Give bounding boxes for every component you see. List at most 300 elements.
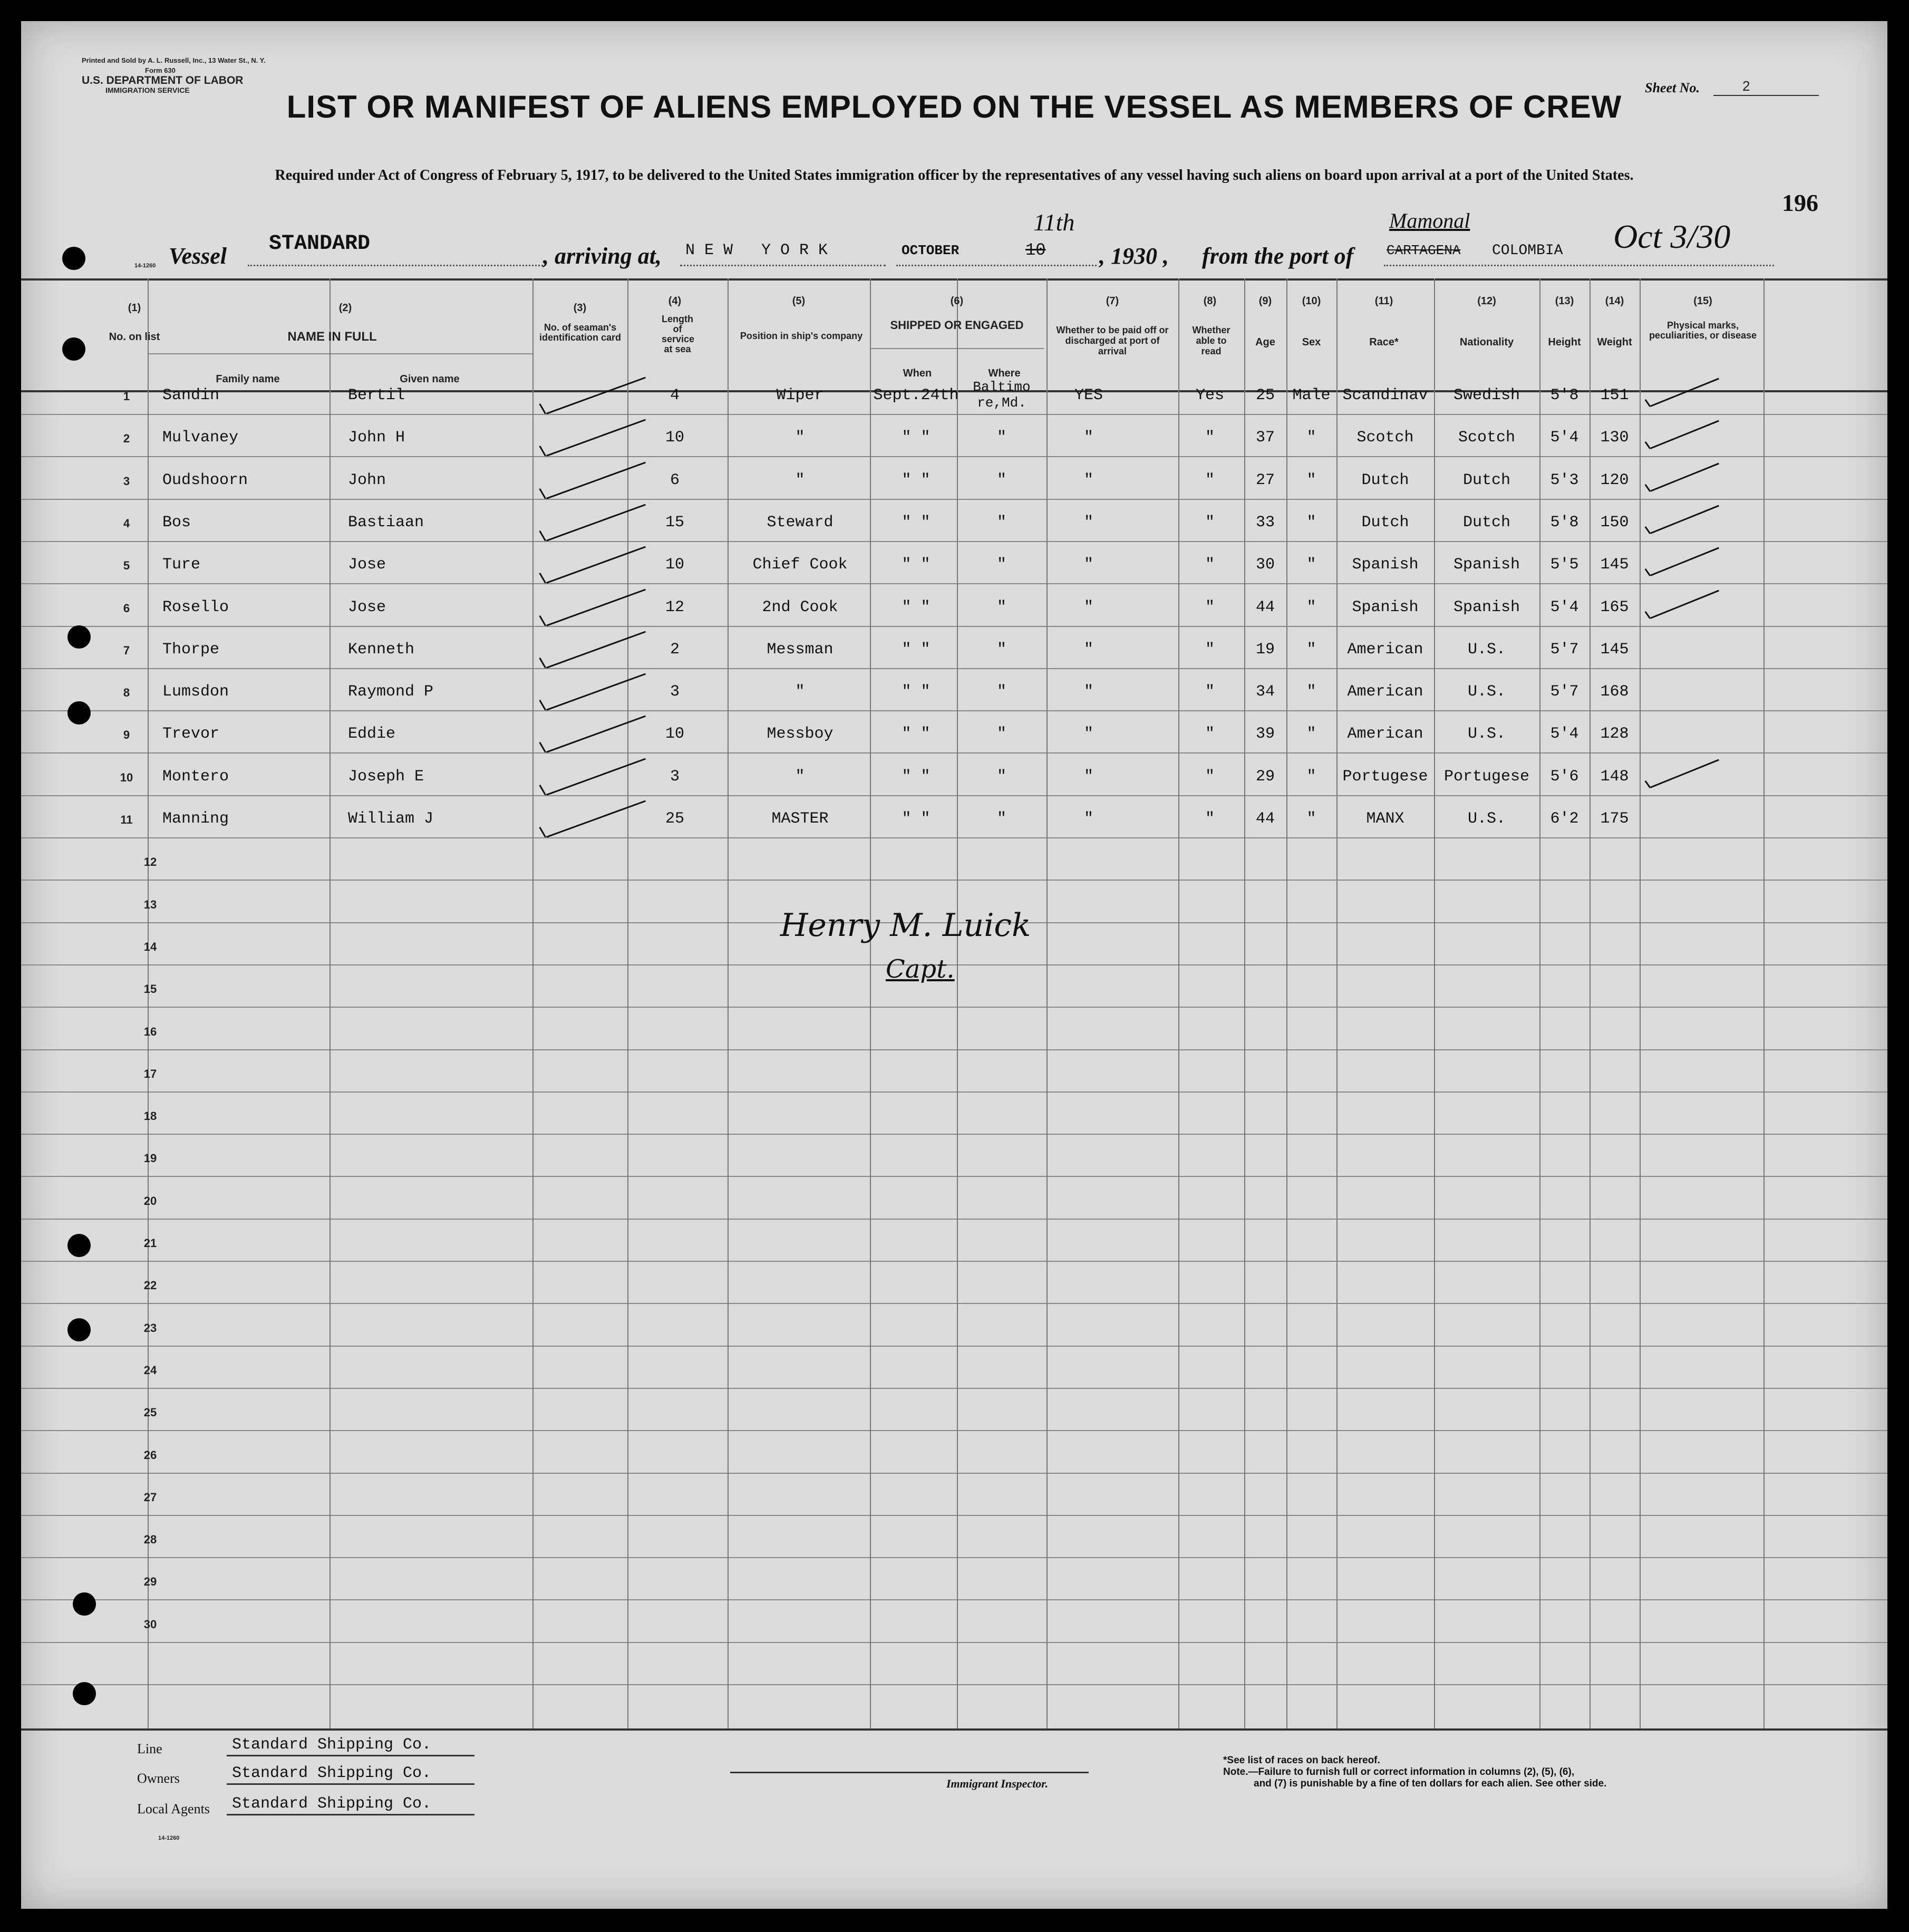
given-name: Kenneth	[348, 641, 415, 659]
weight: 168	[1600, 683, 1629, 701]
races-note: *See list of races on back hereof.	[1223, 1755, 1380, 1766]
height: 5'4	[1550, 598, 1579, 616]
form-code: 14-1260	[134, 263, 156, 269]
height: 5'7	[1550, 641, 1579, 659]
rule-line	[21, 795, 1887, 796]
weight: 128	[1600, 725, 1629, 743]
port-struck: CARTAGENA	[1387, 243, 1461, 258]
line-label: Line	[137, 1741, 162, 1756]
row-number: 21	[143, 1237, 157, 1250]
colnum-15: (15)	[1693, 295, 1712, 307]
arrival-day-struck: 10	[1025, 240, 1046, 260]
footer-divider	[21, 1728, 1887, 1731]
vessel-dotline	[248, 265, 543, 266]
hole-punch	[67, 625, 91, 649]
rule-line	[21, 1346, 1887, 1347]
hdr-given-name: Given name	[400, 373, 460, 385]
rule-line	[21, 1557, 1887, 1558]
from-port-label: from the port of	[1202, 243, 1354, 269]
height: 5'8	[1550, 514, 1579, 532]
checkmark	[539, 827, 546, 838]
age: 44	[1255, 598, 1275, 616]
shipped-when: " "	[902, 641, 931, 659]
height: 5'4	[1550, 429, 1579, 447]
checkmark	[539, 573, 546, 584]
inspector-label: Immigrant Inspector.	[946, 1777, 1049, 1790]
age: 33	[1255, 514, 1275, 532]
row-number: 19	[143, 1152, 157, 1165]
captain-title: Capt.	[886, 954, 955, 984]
colnum-4: (4)	[668, 295, 682, 307]
rule-line	[21, 1642, 1887, 1643]
rule-line	[148, 353, 532, 354]
shipped-when: " "	[902, 429, 931, 447]
manifest-sheet	[21, 21, 1887, 1909]
shipped-where: Baltimo re,Md.	[973, 379, 1031, 411]
race: Scotch	[1356, 429, 1414, 447]
checkmark	[539, 700, 546, 711]
port-handwritten: Mamonal	[1389, 209, 1470, 233]
arriving-port: N E W Y O R K	[685, 242, 828, 259]
race: American	[1347, 641, 1423, 659]
race: Dutch	[1361, 514, 1409, 532]
column-line	[1336, 278, 1338, 1728]
rule-line	[21, 1388, 1887, 1389]
shipped-when: " "	[902, 683, 931, 701]
position: "	[795, 768, 805, 786]
service-years: 10	[665, 429, 684, 447]
able-to-read: "	[1205, 810, 1215, 828]
column-line	[330, 278, 331, 1728]
row-number: 20	[143, 1194, 157, 1208]
weight: 148	[1600, 768, 1629, 786]
able-to-read: "	[1205, 768, 1215, 786]
nationality: Dutch	[1462, 471, 1510, 489]
service-years: 10	[665, 556, 684, 574]
port-dotline	[1384, 265, 1774, 266]
nationality: U.S.	[1467, 725, 1506, 743]
checkmark	[1650, 420, 1719, 449]
row-number: 30	[143, 1618, 157, 1631]
rule-line	[21, 414, 1887, 415]
rule-line	[21, 880, 1887, 881]
nationality: Spanish	[1453, 598, 1520, 616]
rule-line	[21, 1091, 1887, 1093]
arriving-label: , arriving at,	[543, 243, 662, 269]
hdr-nationality: Nationality	[1459, 336, 1514, 348]
line-underline	[227, 1755, 474, 1756]
hdr-when: When	[903, 368, 932, 379]
height: 5'4	[1550, 725, 1579, 743]
family-name: Rosello	[162, 598, 229, 616]
row-number: 7	[123, 644, 130, 657]
shipped-where: "	[996, 556, 1006, 574]
arrival-month: OCTOBER	[902, 243, 960, 258]
row-number: 23	[143, 1321, 157, 1335]
colnum-11: (11)	[1374, 295, 1393, 307]
agents-underline	[227, 1814, 474, 1815]
hole-punch	[67, 1318, 91, 1341]
height: 5'5	[1550, 556, 1579, 574]
family-name: Thorpe	[162, 641, 220, 659]
row-number: 16	[143, 1025, 157, 1038]
column-line	[957, 278, 958, 1728]
race: American	[1347, 725, 1423, 743]
rule-line	[21, 1261, 1887, 1262]
family-name: Mulvaney	[162, 429, 239, 447]
rule-line	[21, 752, 1887, 754]
checkmark	[1650, 378, 1719, 407]
sex: "	[1306, 725, 1316, 743]
page-number: 196	[1782, 189, 1818, 216]
column-line	[1046, 278, 1048, 1728]
given-name: Raymond P	[348, 683, 434, 701]
shipped-when: " "	[902, 810, 931, 828]
row-number: 2	[123, 432, 130, 445]
sex: "	[1306, 471, 1316, 489]
shipped-where: "	[996, 598, 1006, 616]
service-years: 12	[665, 598, 684, 616]
row-number: 18	[143, 1109, 157, 1123]
able-to-read: "	[1205, 514, 1215, 532]
hdr-position: Position in ship's company	[740, 331, 863, 341]
row-number: 27	[143, 1491, 157, 1504]
hdr-marks: Physical marks, peculiarities, or disease	[1649, 320, 1757, 341]
nationality: Swedish	[1453, 387, 1520, 404]
sheet-no-label: Sheet No.	[1645, 80, 1700, 95]
column-line	[148, 278, 149, 1728]
nationality: Dutch	[1462, 514, 1510, 532]
position: Messboy	[767, 725, 834, 743]
paid-off: "	[1083, 768, 1093, 786]
sex: "	[1306, 514, 1316, 532]
race: Scandinav	[1342, 387, 1428, 404]
family-name: Oudshoorn	[162, 471, 248, 489]
form-number: Form 630	[145, 66, 176, 74]
given-name: Eddie	[348, 725, 396, 743]
row-number: 28	[143, 1533, 157, 1546]
family-name: Manning	[162, 810, 229, 828]
column-line	[627, 278, 628, 1728]
shipped-where: "	[996, 725, 1006, 743]
position: "	[795, 683, 805, 701]
rule-line	[21, 1599, 1887, 1600]
colnum-5: (5)	[792, 295, 806, 307]
given-name: John	[348, 471, 386, 489]
sex: "	[1306, 768, 1316, 786]
row-number: 9	[123, 728, 130, 741]
column-line	[1539, 278, 1540, 1728]
paid-off: "	[1083, 514, 1093, 532]
handwritten-date: Oct 3/30	[1613, 218, 1731, 255]
service-years: 10	[665, 725, 684, 743]
rule-line	[21, 710, 1887, 711]
rule-line	[21, 837, 1887, 838]
column-line	[1286, 278, 1287, 1728]
given-name: Jose	[348, 556, 386, 574]
weight: 165	[1600, 598, 1629, 616]
column-line	[1178, 278, 1179, 1728]
colnum-12: (12)	[1477, 295, 1496, 307]
checkmark	[539, 530, 546, 542]
shipped-where: "	[996, 810, 1006, 828]
hdr-family-name: Family name	[216, 373, 280, 385]
sex: Male	[1292, 387, 1331, 404]
family-name: Sandin	[162, 387, 220, 404]
shipped-when: " "	[902, 725, 931, 743]
rule-line	[21, 499, 1887, 500]
nationality: Portugese	[1443, 768, 1530, 786]
race: MANX	[1366, 810, 1404, 828]
position: Wiper	[776, 387, 824, 404]
checkmark	[1650, 505, 1719, 534]
service-years: 6	[670, 471, 680, 489]
paid-off: "	[1083, 556, 1093, 574]
weight: 175	[1600, 810, 1629, 828]
date-dotline	[896, 265, 1097, 266]
able-to-read: "	[1205, 556, 1215, 574]
weight: 151	[1600, 387, 1629, 404]
colnum-3: (3)	[573, 302, 587, 314]
able-to-read: "	[1205, 598, 1215, 616]
height: 5'8	[1550, 387, 1579, 404]
paid-off: "	[1083, 471, 1093, 489]
hole-punch	[67, 1234, 91, 1257]
column-line	[1434, 278, 1435, 1728]
hole-punch	[67, 701, 91, 724]
rule-line	[21, 541, 1887, 542]
checkmark	[1650, 590, 1719, 619]
owners-value: Standard Shipping Co.	[232, 1764, 432, 1782]
age: 29	[1255, 768, 1275, 786]
sex: "	[1306, 429, 1316, 447]
checkmark	[539, 446, 546, 457]
rule-line	[21, 278, 1887, 281]
hole-punch	[62, 337, 85, 361]
department: U.S. DEPARTMENT OF LABOR	[82, 74, 244, 86]
able-to-read: "	[1205, 429, 1215, 447]
arriving-dotline	[680, 265, 886, 266]
hdr-paid-off: Whether to be paid off or discharged at port of arrival	[1056, 325, 1169, 356]
inspector-line	[730, 1772, 1089, 1773]
rule-line	[21, 1684, 1887, 1685]
row-number: 25	[143, 1406, 157, 1419]
row-number: 4	[123, 517, 130, 530]
shipped-where: "	[996, 768, 1006, 786]
row-number: 26	[143, 1448, 157, 1462]
vessel-name: STANDARD	[269, 232, 371, 256]
hdr-where: Where	[988, 368, 1021, 379]
rule-line	[21, 1176, 1887, 1177]
weight: 130	[1600, 429, 1629, 447]
paid-off: "	[1083, 725, 1093, 743]
page-subtitle: Required under Act of Congress of February 5, 1917, to be delivered to the United States immigration officer by the representatives of any vessel having such aliens on board upon arrival at a port of the United States.	[275, 167, 1634, 183]
service-years: 3	[670, 768, 680, 786]
given-name: William J	[348, 810, 434, 828]
row-number: 14	[143, 940, 157, 953]
position: Messman	[767, 641, 834, 659]
family-name: Lumsdon	[162, 683, 229, 701]
rule-line	[21, 1219, 1887, 1220]
weight: 120	[1600, 471, 1629, 489]
column-line	[532, 278, 534, 1728]
colnum-2: (2)	[338, 302, 352, 314]
row-number: 17	[143, 1067, 157, 1080]
colnum-6: (6)	[950, 295, 964, 307]
hdr-service: Length of service at sea	[662, 314, 695, 354]
rule-line	[21, 1430, 1887, 1431]
family-name: Trevor	[162, 725, 220, 743]
owners-label: Owners	[137, 1771, 180, 1786]
given-name: Bastiaan	[348, 514, 424, 532]
checkmark	[539, 785, 546, 796]
printer-line: Printed and Sold by A. L. Russell, Inc., 13 Water St., N. Y.	[82, 56, 266, 64]
age: 39	[1255, 725, 1275, 743]
age: 34	[1255, 683, 1275, 701]
row-number: 15	[143, 982, 157, 996]
able-to-read: "	[1205, 725, 1215, 743]
shipped-where: "	[996, 641, 1006, 659]
colnum-9: (9)	[1258, 295, 1272, 307]
shipped-when: " "	[902, 768, 931, 786]
rule-line	[21, 456, 1887, 457]
hdr-shipped: SHIPPED OR ENGAGED	[890, 318, 1024, 332]
rule-line	[21, 1473, 1887, 1474]
colnum-10: (10)	[1302, 295, 1321, 307]
checkmark	[539, 742, 546, 753]
column-line	[728, 278, 729, 1728]
able-to-read: "	[1205, 683, 1215, 701]
row-number: 29	[143, 1575, 157, 1588]
paid-off: "	[1083, 683, 1093, 701]
line-value: Standard Shipping Co.	[232, 1736, 432, 1754]
shipped-when: " "	[902, 471, 931, 489]
age: 27	[1255, 471, 1275, 489]
shipped-where: "	[996, 429, 1006, 447]
agents-value: Standard Shipping Co.	[232, 1795, 432, 1813]
hdr-sex: Sex	[1302, 336, 1321, 348]
service: IMMIGRATION SERVICE	[105, 86, 190, 94]
colnum-13: (13)	[1555, 295, 1574, 307]
nationality: U.S.	[1467, 683, 1506, 701]
given-name: Joseph E	[348, 768, 424, 786]
age: 19	[1255, 641, 1275, 659]
service-years: 4	[670, 387, 680, 404]
checkmark	[539, 658, 546, 669]
colnum-8: (8)	[1203, 295, 1217, 307]
nationality: U.S.	[1467, 810, 1506, 828]
arrival-day-handwritten: 11th	[1033, 209, 1075, 236]
hdr-read: Whether able to read	[1192, 325, 1230, 356]
rule-line	[21, 583, 1887, 584]
race: Portugese	[1342, 768, 1428, 786]
rule-line	[21, 1134, 1887, 1135]
column-line	[870, 278, 871, 1728]
row-number: 10	[120, 771, 133, 784]
rule-line	[21, 626, 1887, 627]
column-line	[1640, 278, 1641, 1728]
row-number: 12	[143, 855, 157, 868]
position: "	[795, 471, 805, 489]
checkmark	[539, 488, 546, 499]
service-years: 2	[670, 641, 680, 659]
paid-off: "	[1083, 598, 1093, 616]
hdr-height: Height	[1548, 336, 1581, 348]
departure-country: COLOMBIA	[1492, 243, 1563, 259]
rule-line	[21, 1007, 1887, 1008]
rule-line	[21, 1303, 1887, 1304]
hdr-age: Age	[1255, 336, 1275, 348]
footer-form-code: 14-1260	[158, 1835, 180, 1841]
checkmark	[1650, 759, 1719, 788]
colnum-1: (1)	[128, 302, 141, 314]
height: 5'3	[1550, 471, 1579, 489]
paid-off: "	[1083, 641, 1093, 659]
hole-punch	[73, 1592, 96, 1616]
able-to-read: "	[1205, 641, 1215, 659]
row-number: 11	[120, 813, 133, 826]
row-number: 24	[143, 1364, 157, 1377]
family-name: Bos	[162, 514, 191, 532]
hdr-weight: Weight	[1597, 336, 1632, 348]
row-number: 5	[123, 559, 130, 572]
nationality: Spanish	[1453, 556, 1520, 574]
fine-note-1: Note.—Failure to furnish full or correct information in columns (2), (5), (6),	[1223, 1766, 1575, 1778]
paid-off: YES	[1074, 387, 1103, 404]
position: Steward	[767, 514, 834, 532]
row-number: 3	[123, 475, 130, 488]
owners-underline	[227, 1783, 474, 1785]
able-to-read: "	[1205, 471, 1215, 489]
vessel-label: Vessel	[169, 243, 227, 269]
height: 6'2	[1550, 810, 1579, 828]
shipped-where: "	[996, 471, 1006, 489]
position: "	[795, 429, 805, 447]
family-name: Ture	[162, 556, 201, 574]
family-name: Montero	[162, 768, 229, 786]
hole-punch	[73, 1682, 96, 1705]
given-name: Jose	[348, 598, 386, 616]
age: 37	[1255, 429, 1275, 447]
rule-line	[21, 1515, 1887, 1516]
height: 5'6	[1550, 768, 1579, 786]
sex: "	[1306, 598, 1316, 616]
checkmark	[539, 403, 546, 414]
agents-label: Local Agents	[137, 1801, 210, 1817]
hole-punch	[62, 247, 85, 270]
fine-note-2: and (7) is punishable by a fine of ten dollars for each alien. See other side.	[1254, 1778, 1607, 1789]
age: 30	[1255, 556, 1275, 574]
shipped-where: "	[996, 683, 1006, 701]
hdr-no-on-list: No. on list	[109, 331, 160, 343]
row-number: 1	[123, 390, 130, 403]
shipped-when: Sept.24th	[873, 387, 959, 404]
sex: "	[1306, 683, 1316, 701]
race: Spanish	[1352, 556, 1419, 574]
checkmark	[539, 615, 546, 626]
nationality: Scotch	[1458, 429, 1516, 447]
given-name: John H	[348, 429, 405, 447]
weight: 150	[1600, 514, 1629, 532]
sheet-no-value: 2	[1742, 78, 1750, 94]
row-number: 6	[123, 602, 130, 615]
position: MASTER	[771, 810, 829, 828]
sex: "	[1306, 641, 1316, 659]
hdr-id-card: No. of seaman's identification card	[539, 322, 622, 343]
able-to-read: Yes	[1195, 387, 1224, 404]
shipped-where: "	[996, 514, 1006, 532]
column-line	[1763, 278, 1765, 1728]
